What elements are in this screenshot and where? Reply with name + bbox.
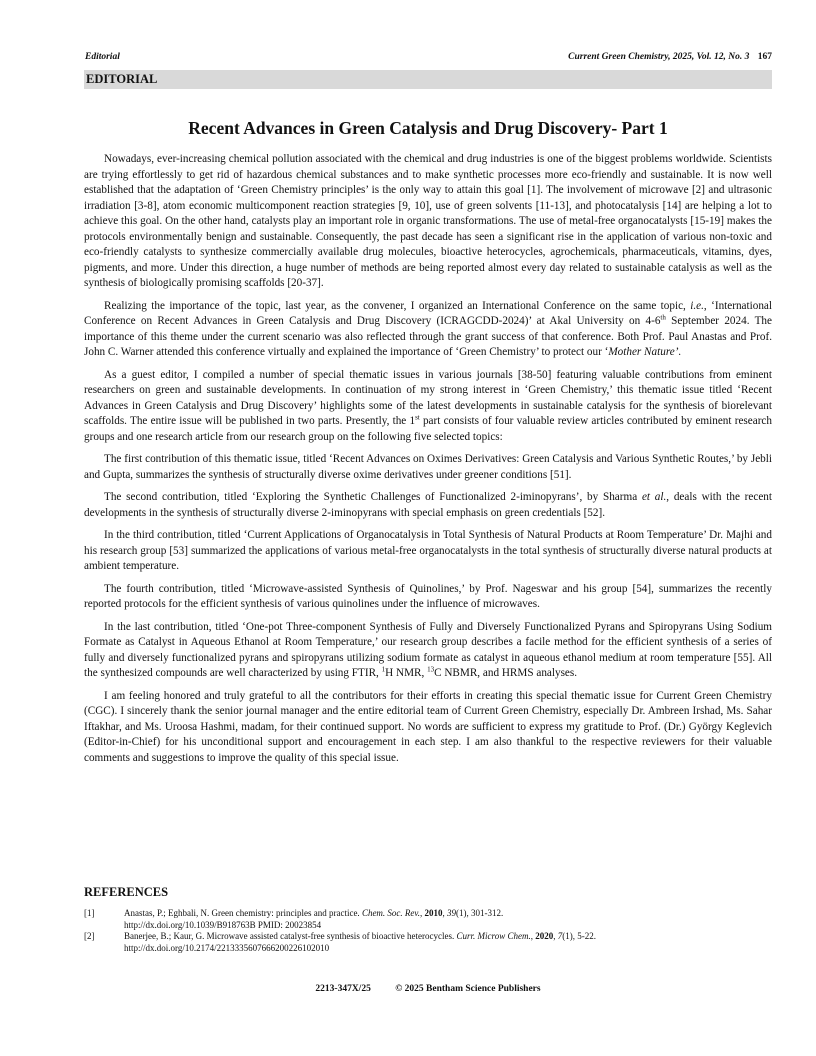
italic-et-al: et al. [641, 491, 667, 503]
article-body [84, 152, 772, 773]
reference-number: [2] [84, 931, 95, 941]
running-header [84, 52, 772, 66]
paragraph-2: Realizing the importance of the topic, last year, as the convener, I organized an International Conference on the same topic, i.e., ‘International Conference on Recent Advances in Green Catalysis and Drug Discovery (ICRAGCDD-2024)’ at Akal University on 4-6th September 2024. The importance of this theme under the current scenario was also reflected through the grant success of that conference. Both Prof. Paul Anastas and Prof. John C. Warner attended this conference virtually and explained the importance of ‘Green Chemistry’ to protect our ‘Mother Nature’. [84, 299, 772, 358]
paragraph-7: The fourth contribution, titled ‘Microwave-assisted Synthesis of Quinolines,’ by Prof. Nageswar and his group [54], summarizes the recently reported protocols for the efficient synthesis of various quinolines under the influence of microwaves. [84, 582, 772, 610]
paragraph-9: I am feeling honored and truly grateful to all the contributors for their efforts in creating this special thematic issue for Current Green Chemistry (CGC). I sincerely thank the senior journal manager and the entire editorial team of Current Green Chemistry, especially Dr. Ambreen Irshad, Ms. Sahar Iftakhar, and Ms. Uroosa Hashmi, madam, for their continued support. No words are sufficient to express my gratitude to Prof. (Dr.) György Keglevich (Editor-in-Chief) for his unconditional support and encouragement in each step. I am also thankful to the respective reviewers for their valuable comments and suggestions to improve the quality of this special issue. [84, 689, 772, 764]
article-title: Recent Advances in Green Catalysis and Drug Discovery- Part 1 [188, 118, 668, 138]
issn: 2213-347X/25 [315, 984, 371, 994]
paragraph-3: As a guest editor, I compiled a number of special thematic issues in various journals [38-50] featuring valuable contributions from eminent researchers on green and sustainable developments. In continuation of my strong interest in ‘Green Chemistry,’ this thematic issue titled ‘Recent Advances in Green Catalysis and Drug Discovery’ highlights some of the latest developments in sustainable catalysis for the synthesis of biorelevant scaffolds. The entire issue will be published in two parts. Presently, the 1st part consists of four valuable review articles contributed by eminent research groups and one research article from our research group on the following five selected topics: [84, 368, 772, 443]
references-list [84, 908, 772, 954]
page-number: 167 [757, 52, 772, 62]
italic-ie: i.e. [690, 299, 704, 312]
reference-doi-link[interactable]: http://dx.doi.org/10.2174/2213335607666200226102010 [124, 942, 330, 953]
italic-mother-nature: Mother Nature’. [608, 346, 682, 358]
journal-citation [568, 52, 772, 62]
journal-name: Current Green Chemistry, 2025, [568, 52, 695, 62]
journal-volume: Vol. 12, No. 3 [696, 52, 750, 62]
article-type-label: Editorial [85, 52, 120, 62]
paragraph-5: The second contribution, titled ‘Exploring the Synthetic Challenges of Functionalized 2-iminopyrans’, by Sharma et al., deals with the recent developments in the synthesis of structurally diverse 2-iminopyrans with special emphasis on green credentials [52]. [84, 491, 773, 519]
reference-number: [1] [84, 908, 95, 918]
paragraph-8: In the last contribution, titled ‘One-pot Three-component Synthesis of Fully and Diversely Functionalized Pyrans and Spiropyrans Using Sodium Formate as Catalyst in Aqueous Ethanol at Room Temperature,’ our research group describes a facile method for the efficient synthesis of a series of fully and diversely functionalized pyrans and spiropyrans utilizing sodium formate as catalyst in aqueous ethanol medium at room temperature [55]. All the synthesized compounds are well characterized by using FTIR, $^1$H NMR, $^{13}$C NBMR, and HRMS analyses. [84, 620, 772, 679]
reference-text: Banerjee, B.; Kaur, G. Microwave assisted catalyst-free synthesis of bioactive heterocycles. Curr. Microw Chem., 2020, 7(1), 5-22. [124, 931, 596, 941]
reference-doi-link[interactable]: http://dx.doi.org/10.1039/B918763B PMID: 20023854 [124, 919, 322, 930]
paragraph-4: The first contribution of this thematic issue, titled ‘Recent Advances on Oximes Derivatives: Green Catalysis and Various Synthetic Routes,’ by Jebli and Gupta, summarizes the synthesis of structurally diverse oxime derivatives under greener conditions [51]. [84, 453, 772, 481]
reference-text: Anastas, P.; Eghbali, N. Green chemistry: principles and practice. Chem. Soc. Rev., 2010, 39(1), 301-312. [124, 908, 504, 918]
paragraph-1: Nowadays, ever-increasing chemical pollution associated with the chemical and drug industries is one of the biggest problems worldwide. Scientists are trying effortlessly to get rid of hazardous chemical substances and to make synthetic processes more eco-friendly and sustainable. It is now well established that the adaptation of ‘Green Chemistry principles’ is the only way to attain this goal [1]. The involvement of microwave [2] and ultrasonic irradiation [3-8], atom economic multicomponent reaction strategies [9, 10], use of green solvents [11-13], and photocatalysis [14] are helping a lot to achieve this goal. On the other hand, catalysts play an important role in organic transformations. The use of metal-free organocatalysts [15-19] makes the protocols environmentally benign and sustainable. Consequently, the past decade has seen a significant rise in the application of various non-toxic and eco-friendly catalysts to synthesize commercially available drug molecules, bioactive heterocycles, agrochemicals, pharmaceuticals, vitamins, dyes, pigments, and more. Under this direction, a huge number of methods are being reported almost every day related to sustainable catalysis as well as the synthesis of biologically promising scaffolds [20-37]. [84, 153, 772, 289]
references-heading: REFERENCES [84, 885, 169, 899]
copyright: © 2025 Bentham Science Publishers [395, 984, 541, 994]
reference-item [84, 908, 772, 931]
reference-item [84, 931, 772, 954]
page-footer [84, 984, 772, 994]
paragraph-6: In the third contribution, titled ‘Current Applications of Organocatalysis in Total Synthesis of Natural Products at Room Temperature’ Dr. Majhi and his research group [53] summarized the applications of various metal-free organocatalysts in the total synthesis of structurally diverse natural products at ambient temperature. [84, 529, 772, 572]
section-label: EDITORIAL [86, 72, 158, 86]
section-band [84, 70, 772, 89]
